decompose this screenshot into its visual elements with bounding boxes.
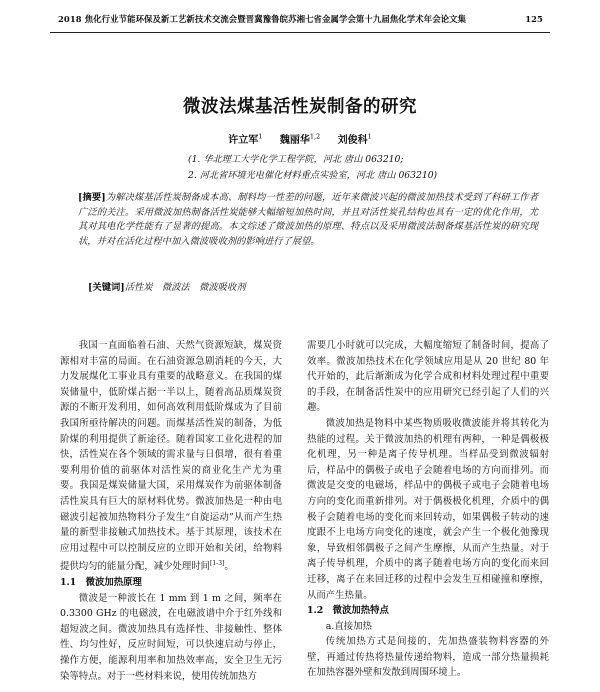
- affiliation-line: 2. 河北省环境光电催化材料重点实验室，河北 唐山 063210): [188, 170, 438, 181]
- keywords-text: 活性炭 微波法 微波吸收剂: [124, 282, 246, 293]
- page-number: 125: [525, 14, 543, 24]
- body-paragraph: 微波加热是物料中某些物质吸收微波能并将其转化为热能的过程。关于微波加热的机理有两种，一种是偶极极化机理，另一种是离子传导机理。当样品受到微波辐射后，样品中的偶极子或电子会随着电场的方向而排列。而微波是交变的电磁场，样品中的偶极子或电子会随着电场方向的变化而重新排列。对于偶极极化机理，介质中的偶极子会随着电场的变化而来回转动，如果偶极子转动的速度跟不上电场方向变化的速度，就会产生一个极化弛豫现象，导致相邻偶极子之间产生摩擦，从而产生热量。对于离子传导机理，介质中的离子随着电场方向的变化而来回迁移，离子在来回迁移的过程中会发生互相碰撞和摩擦，从而产生热量。: [307, 417, 549, 601]
- abstract-text: 为解决煤基活性炭制备成本高、制料均一性差的问题，近年来微波兴起的微波加热技术受到了科研工作者广泛的关注。采用微波加热制备活性炭能够大幅缩短加热时间，并且对活性炭孔结构也具有一定的优化作用，尤其对其电化学性能有了显著的提高。本文综述了微波加热的原理、特点以及采用微波法制备煤基活性炭的研究现状，并对在活化过程中加入微波吸收剂的影响进行了展望。: [78, 192, 538, 248]
- author-name: 魏丽华$^{1,2}$: [279, 132, 321, 146]
- running-head-text: 2018 焦化行业节能环保及新工艺新技术交流会暨晋冀豫鲁皖苏湘七省金属学会第十九届焦化学术年会论文集: [58, 14, 467, 24]
- author-list: [0, 131, 600, 146]
- author-name: 许立军$^1$: [228, 132, 263, 146]
- author-name: 刘俊科$^1$: [337, 132, 372, 146]
- section-heading: 1.2 微波加热特点: [307, 605, 389, 617]
- abstract: [78, 191, 538, 250]
- header-rule: [50, 32, 550, 33]
- keywords: [88, 279, 538, 293]
- subsection-heading: a.直接加热: [325, 620, 372, 632]
- section-heading: 1.1 微波加热原理: [60, 577, 142, 589]
- body-paragraph: 传统加热方式是间接的，先加热盛装物料容器的外壁，再通过传热将热量传递给物料，造成一部分热量损耗在加热容器外壁和发散到周围环境上。: [307, 636, 549, 679]
- abstract-label: [摘要]: [78, 192, 106, 203]
- body-paragraph: 微波是一种波长在 1 mm 到 1 m 之间，频率在 0.3300 GHz 的电磁波，在电磁波谱中介于红外线和超短波之间。微波加热具有选择性、非接触性、整体性、均匀性好，反应时间短，可以快速启动与停止，操作方便，能源利用率和加热效率高，安全卫生无污染等特点。对于一些材料来说，使用传统加热方: [60, 592, 282, 682]
- body-column-left: [60, 338, 282, 684]
- citation: [1-3]: [210, 560, 225, 568]
- body-paragraph: 我国一直面临着石油、天然气资源短缺，煤炭资源相对丰富的局面。在石油资源急剧消耗的今天，大力发展煤化工事业具有重要的战略意义。在我国的煤炭储量中，低阶煤占据一半以上，随着高品质煤炭资源的不断开发利用，如何高效利用低阶煤成为了目前我国所亟待解决的问题。而煤基活性炭的制备，为低阶煤的利用提供了新途径。随着国家工业化进程的加快，活性炭在各个领域的需求量与日俱增，很有着重要利用价值的前驱体对活性炭的商业化生产尤为重要。我国是煤炭储量大国，采用煤炭作为前驱体制备活性炭具有巨大的原材料优势。微波加热是一种由电磁波引起被加热物料分子发生“自旋运动”从而产生热量的新型非接触式加热技术。基于其原理，该技术在应用过程中可以控制反应的立即开始和关闭，给物料提供均匀的能量分配，减少处理时间[1-3]。: [60, 340, 282, 573]
- affiliations: [188, 152, 528, 184]
- body-paragraph: 需要几小时就可以完成，大幅度缩短了制备时间，提高了效率。微波加热技术在化学领域应用是从 20 世纪 80 年代开始的，此后渐渐成为化学合成和材料处理过程中重要的手段，在制备活性炭中的应用研究已经引起了人们的兴趣。: [307, 340, 549, 414]
- running-head: [58, 13, 543, 25]
- body-column-right: [307, 338, 549, 681]
- paper-title: 微波法煤基活性炭制备的研究: [183, 97, 417, 117]
- affiliation-line: (1. 华北理工大学化学工程学院，河北 唐山 063210;: [188, 154, 404, 165]
- keywords-label: [关键词]: [88, 282, 125, 293]
